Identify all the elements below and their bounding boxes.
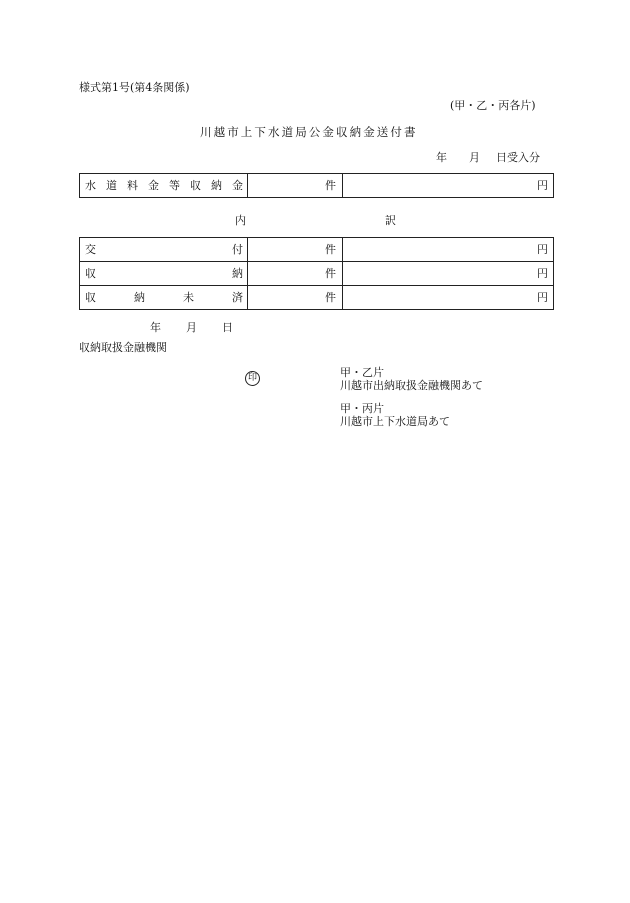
row-label-cell [80,286,248,310]
summary-label-char: 等 [169,179,180,192]
row-label-char: 納 [232,267,243,280]
row-label-char: 付 [232,243,243,256]
destination-addressee: 川越市出納取扱金融機関あて [340,379,483,392]
document-title: 川越市上下水道局公金収納金送付書 [200,125,418,139]
summary-row [80,174,554,198]
date-year-label: 年 [150,321,161,334]
count-unit: 件 [325,243,336,256]
breakdown-heading [235,215,396,226]
row-label [80,244,247,255]
received-date [436,152,540,163]
row-label [80,268,247,279]
row-label-cell [80,262,248,286]
breakdown-table [79,237,554,310]
institution-label: 収納取扱金融機関 [79,341,167,354]
count-unit: 件 [325,267,336,280]
row-label-char: 未 [183,291,194,304]
count-unit: 件 [325,291,336,304]
row-amount-cell [343,286,554,310]
summary-label-char: 料 [127,179,138,192]
received-month-label: 月 [469,151,480,164]
destination-addressee: 川越市上下水道局あて [340,415,450,428]
row-count-cell [248,238,343,262]
row-count-cell [248,262,343,286]
received-year-label: 年 [436,151,447,164]
summary-label [80,180,247,191]
form-number: 様式第1号(第4条関係) [79,81,190,94]
row-label-char: 収 [85,291,96,304]
amount-unit: 円 [537,267,548,280]
destination-block [340,402,450,428]
row-label-char: 納 [134,291,145,304]
table-row [80,238,554,262]
amount-unit: 円 [537,291,548,304]
row-label [80,292,247,303]
summary-table [79,173,554,198]
summary-label-char: 納 [211,179,222,192]
destination-copies: 甲・乙片 [340,366,384,379]
row-amount-cell [343,262,554,286]
count-unit: 件 [325,179,336,192]
row-label-char: 収 [85,267,96,280]
destination-block [340,366,483,392]
copy-note: (甲・乙・丙各片) [450,99,536,112]
summary-amount-cell [343,174,554,198]
summary-count-cell [248,174,343,198]
summary-label-char: 収 [190,179,201,192]
received-day-label: 日受入分 [496,151,540,164]
row-amount-cell [343,238,554,262]
summary-label-char: 金 [148,179,159,192]
row-label-cell [80,238,248,262]
summary-label-char: 道 [106,179,117,192]
seal-icon: 印 [245,371,260,386]
table-row [80,262,554,286]
row-label-char: 済 [232,291,243,304]
destination-copies: 甲・丙片 [340,402,384,415]
date-line [150,322,233,333]
date-month-label: 月 [186,321,197,334]
table-row [80,286,554,310]
row-count-cell [248,286,343,310]
row-label-char: 交 [85,243,96,256]
summary-label-char: 金 [232,179,243,192]
summary-label-char: 水 [85,179,96,192]
date-day-label: 日 [222,321,233,334]
amount-unit: 円 [537,179,548,192]
breakdown-heading-left: 内 [235,214,246,227]
amount-unit: 円 [537,243,548,256]
summary-label-cell [80,174,248,198]
breakdown-heading-right: 訳 [385,214,396,227]
